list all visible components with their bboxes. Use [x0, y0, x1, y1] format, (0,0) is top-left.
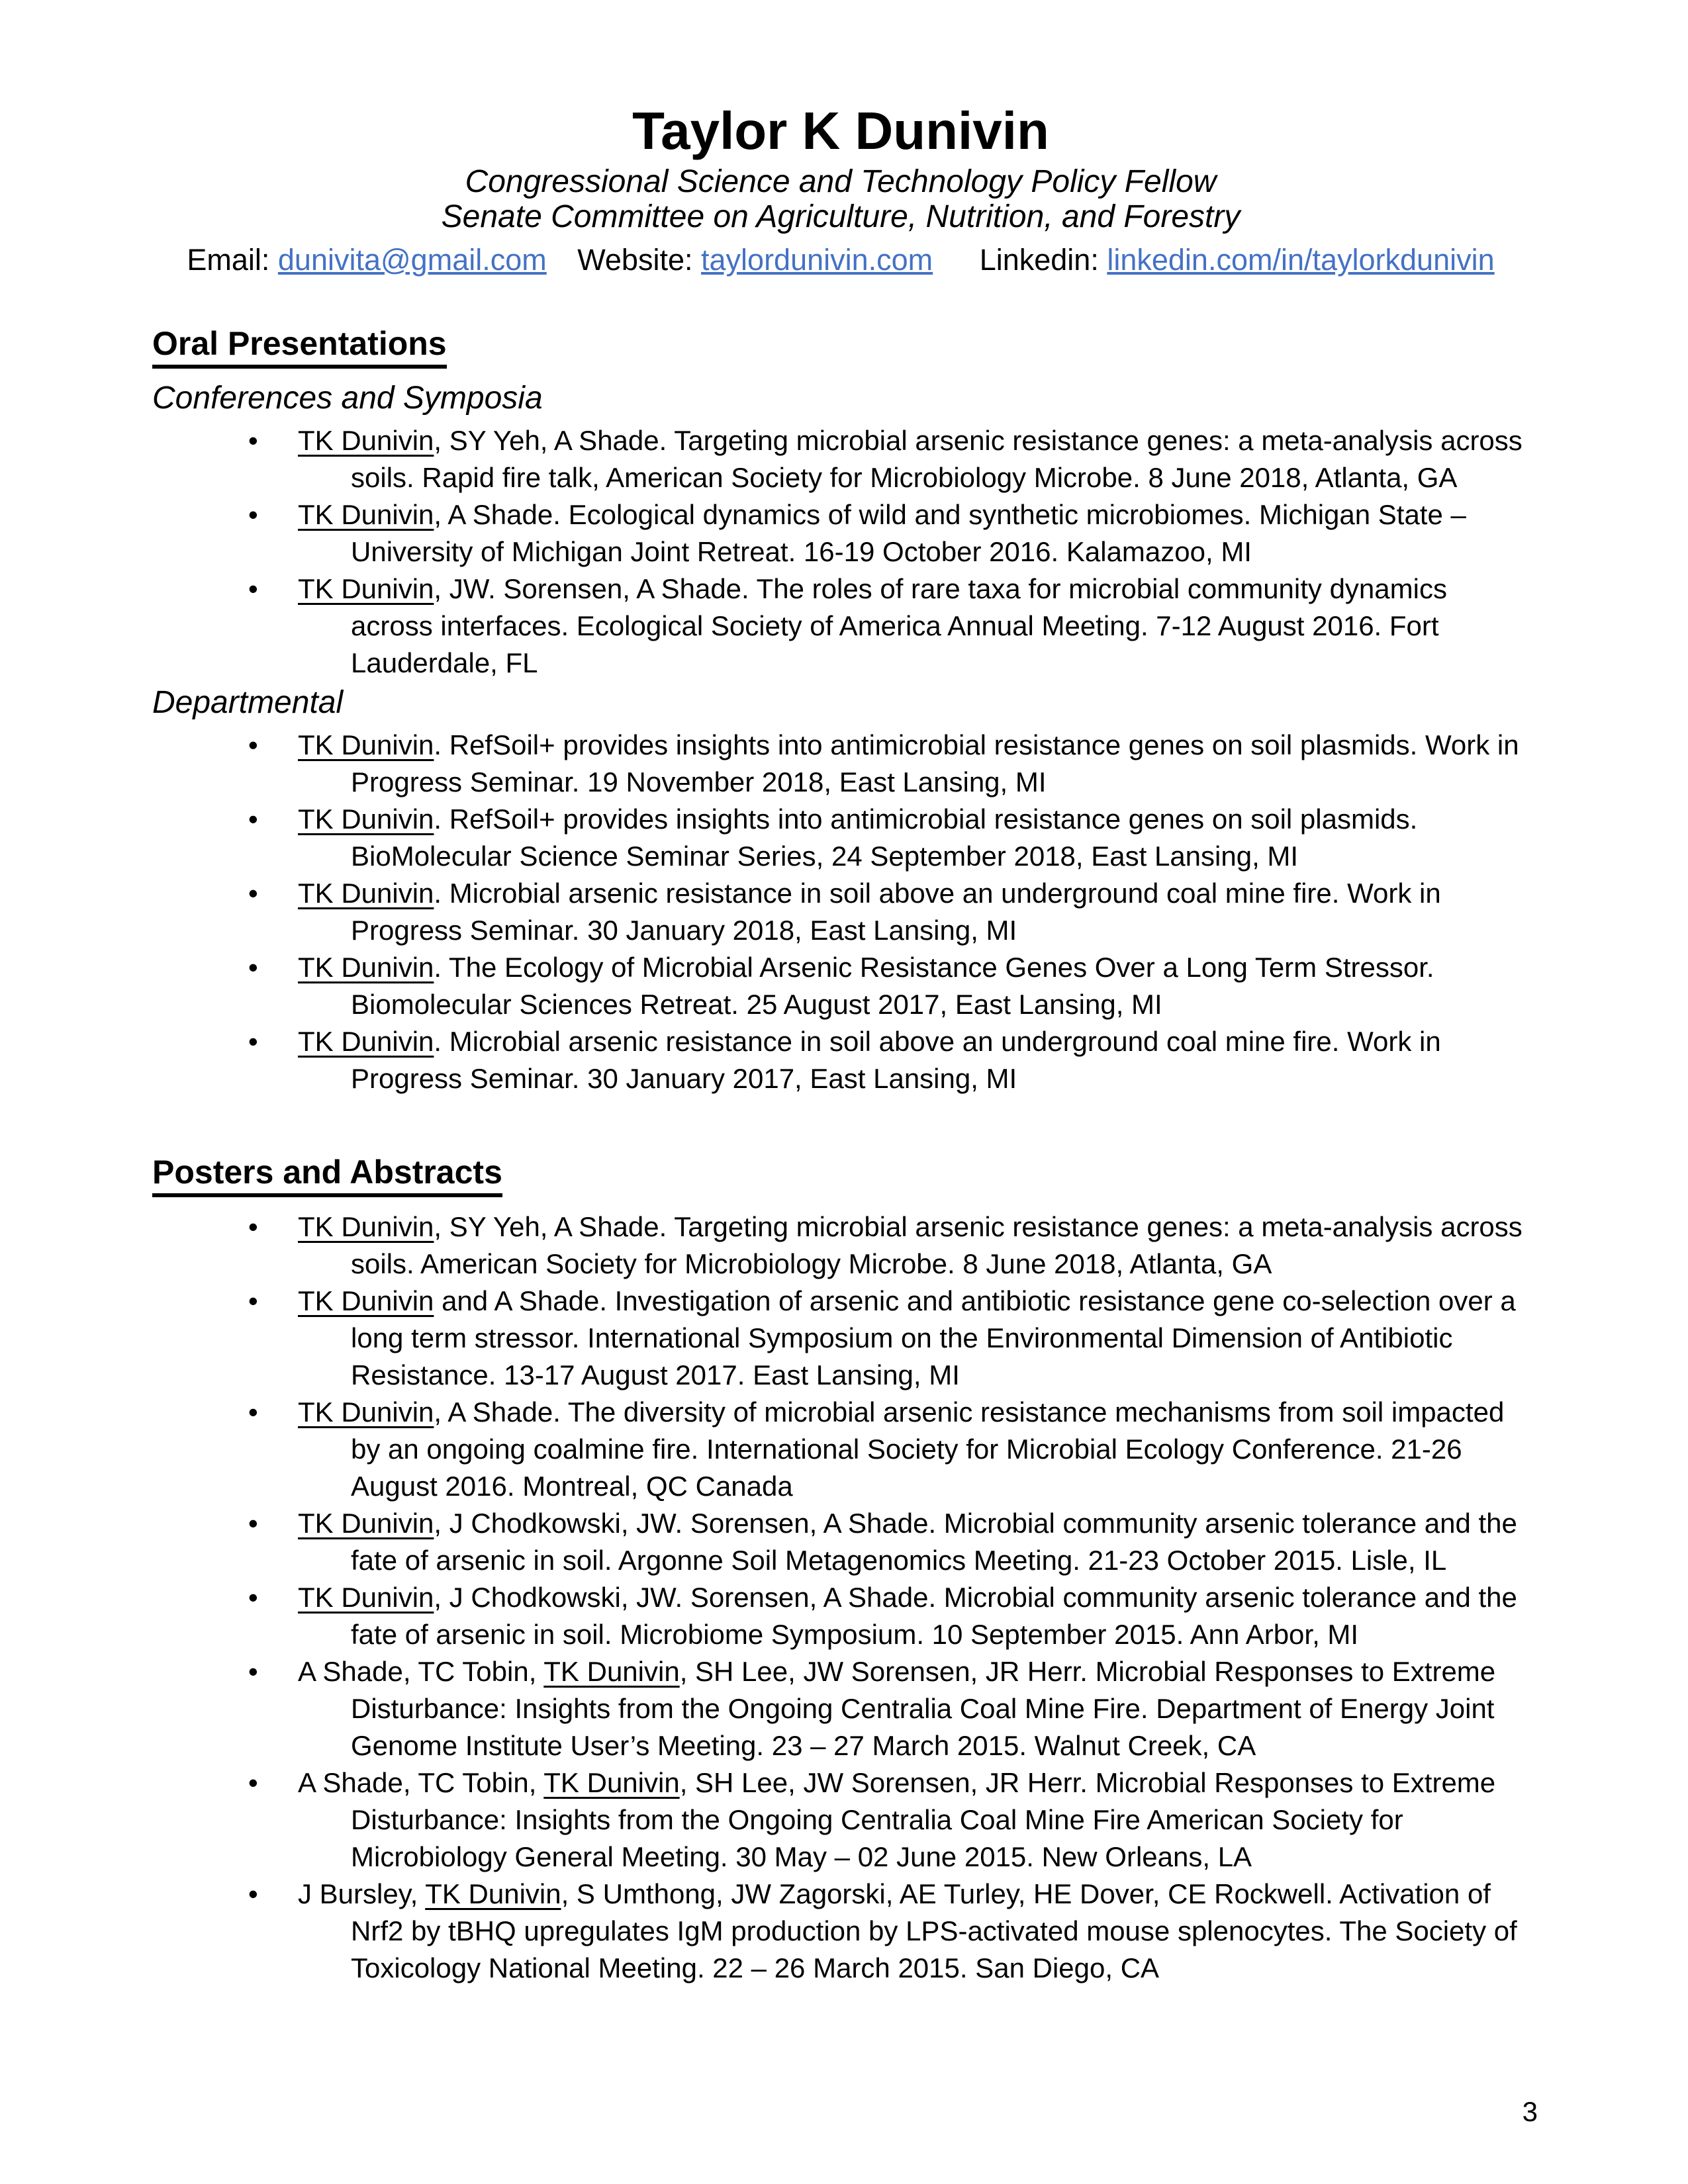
email-label: Email: — [187, 243, 270, 277]
citation-text: , S Umthong, JW Zagorski, AE Turley, HE Dover, CE Rockwell. Activation of Nrf2 by tBHQ upregulates IgM production by LPS-activated mouse splenocytes. The Society of Toxicology National Meeting. 22 – 26 March 2015. San Diego, CA — [351, 1878, 1517, 1983]
list-item — [152, 949, 1529, 1023]
subsection-heading: Departmental — [152, 685, 344, 720]
citation-text: . RefSoil+ provides insights into antimicrobial resistance genes on soil plasmids. BioMolecular Science Seminar Series, 24 September 2018, East Lansing, MI — [351, 803, 1418, 872]
section-group — [152, 381, 1529, 682]
bullet-icon: • — [248, 1285, 258, 1316]
linkedin-link[interactable]: linkedin.com/in/taylorkdunivin — [1107, 243, 1495, 277]
author-name-underlined: TK Dunivin — [298, 803, 434, 835]
section-group — [152, 1208, 1529, 1987]
bullet-icon: • — [248, 1656, 258, 1687]
citation-text: J Bursley, — [298, 1878, 426, 1909]
section-heading-text: Oral Presentations — [152, 325, 447, 369]
citation-text: , J Chodkowski, JW. Sorensen, A Shade. Microbial community arsenic tolerance and the fate of arsenic in soil. Microbiome Symposium. 10 September 2015. Ann Arbor, MI — [351, 1582, 1517, 1650]
section-group — [152, 686, 1529, 1097]
list-item — [152, 422, 1529, 496]
list-item — [152, 1505, 1529, 1579]
bullet-icon: • — [248, 1878, 258, 1909]
list-item — [152, 727, 1529, 801]
citation-text: , SY Yeh, A Shade. Targeting microbial arsenic resistance genes: a meta-analysis across soils. American Society for Microbiology Microbe. 8 June 2018, Atlanta, GA — [351, 1211, 1523, 1279]
author-name-underlined: TK Dunivin — [298, 425, 434, 456]
bullet-list — [152, 1208, 1529, 1987]
bullet-icon: • — [248, 1508, 258, 1539]
section-oral-presentations — [152, 324, 1529, 1097]
author-name-underlined: TK Dunivin — [298, 499, 434, 530]
section-posters-and-abstracts — [152, 1153, 1529, 1987]
bullet-icon: • — [248, 952, 258, 983]
author-name-underlined: TK Dunivin — [298, 952, 434, 983]
contact-line — [152, 244, 1529, 277]
list-item — [152, 875, 1529, 949]
bullet-icon: • — [248, 1396, 258, 1428]
author-name-underlined: TK Dunivin — [298, 878, 434, 909]
bullet-icon: • — [248, 1211, 258, 1242]
author-name-underlined: TK Dunivin — [298, 1211, 434, 1242]
bullet-icon: • — [248, 803, 258, 835]
citation-text: . The Ecology of Microbial Arsenic Resistance Genes Over a Long Term Stressor. Biomolecular Sciences Retreat. 25 August 2017, East Lansing, MI — [351, 952, 1434, 1020]
citation-text: . Microbial arsenic resistance in soil above an underground coal mine fire. Work in Progress Seminar. 30 January 2018, East Lansing, MI — [351, 878, 1441, 946]
section-heading — [152, 324, 1529, 363]
section-heading — [152, 1153, 1529, 1191]
author-name-underlined: TK Dunivin — [298, 1396, 434, 1428]
author-name-underlined: TK Dunivin — [543, 1656, 680, 1687]
list-item — [152, 496, 1529, 570]
citation-text: . Microbial arsenic resistance in soil above an underground coal mine fire. Work in Progress Seminar. 30 January 2017, East Lansing, MI — [351, 1026, 1441, 1094]
citation-text: and A Shade. Investigation of arsenic and antibiotic resistance gene co-selection over a long term stressor. International Symposium on the Environmental Dimension of Antibiotic Resistance. 13-17 August 2017. East Lansing, MI — [351, 1285, 1516, 1390]
bullet-icon: • — [248, 1582, 258, 1613]
subsection-heading: Conferences and Symposia — [152, 381, 543, 416]
sections-container — [152, 324, 1529, 1987]
citation-text: , SY Yeh, A Shade. Targeting microbial arsenic resistance genes: a meta-analysis across soils. Rapid fire talk, American Society for Microbiology Microbe. 8 June 2018, Atlanta, GA — [351, 425, 1523, 493]
page-number: 3 — [1522, 2096, 1538, 2127]
email-link[interactable]: dunivita@gmail.com — [277, 243, 547, 277]
list-item — [152, 570, 1529, 682]
list-item — [152, 1394, 1529, 1505]
author-name-underlined: TK Dunivin — [298, 1285, 434, 1316]
author-name-underlined: TK Dunivin — [298, 729, 434, 760]
list-item — [152, 1764, 1529, 1876]
author-name-underlined: TK Dunivin — [425, 1878, 561, 1909]
linkedin-label: Linkedin: — [979, 243, 1099, 277]
bullet-icon: • — [248, 425, 258, 456]
list-item — [152, 1579, 1529, 1653]
bullet-icon: • — [248, 878, 258, 909]
list-item — [152, 1208, 1529, 1283]
list-item — [152, 1023, 1529, 1097]
bullet-icon: • — [248, 1767, 258, 1798]
citation-text: , SH Lee, JW Sorensen, JR Herr. Microbial Responses to Extreme Disturbance: Insights from the Ongoing Centralia Coal Mine Fire American Society for Microbiology General Meeting. 30 May – 02 June 2015. New Orleans, LA — [351, 1767, 1496, 1872]
website-label: Website: — [577, 243, 693, 277]
header — [152, 101, 1529, 277]
list-item — [152, 1653, 1529, 1764]
bullet-list — [152, 727, 1529, 1097]
list-item — [152, 1876, 1529, 1987]
citation-text: , J Chodkowski, JW. Sorensen, A Shade. Microbial community arsenic tolerance and the fate of arsenic in soil. Argonne Soil Metagenomics Meeting. 21-23 October 2015. Lisle, IL — [351, 1508, 1517, 1576]
citation-text: , A Shade. Ecological dynamics of wild and synthetic microbiomes. Michigan State – University of Michigan Joint Retreat. 16-19 October 2016. Kalamazoo, MI — [351, 499, 1466, 567]
author-name-underlined: TK Dunivin — [543, 1767, 680, 1798]
bullet-list — [152, 422, 1529, 682]
citation-text: A Shade, TC Tobin, — [298, 1767, 544, 1798]
citation-text: A Shade, TC Tobin, — [298, 1656, 544, 1687]
bullet-icon: • — [248, 573, 258, 604]
bullet-icon: • — [248, 729, 258, 760]
citation-text: , A Shade. The diversity of microbial arsenic resistance mechanisms from soil impacted by an ongoing coalmine fire. International Society for Microbial Ecology Conference. 21-26 August 2016. Montreal, QC Canada — [351, 1396, 1505, 1502]
bullet-icon: • — [248, 1026, 258, 1057]
citation-text: , SH Lee, JW Sorensen, JR Herr. Microbial Responses to Extreme Disturbance: Insights from the Ongoing Centralia Coal Mine Fire. Department of Energy Joint Genome Institute User’s Meeting. 23 – 27 March 2015. Walnut Creek, CA — [351, 1656, 1496, 1761]
list-item — [152, 801, 1529, 875]
list-item — [152, 1283, 1529, 1394]
page-title: Taylor K Dunivin — [632, 101, 1049, 160]
subtitle-organization: Senate Committee on Agriculture, Nutrition, and Forestry — [441, 199, 1241, 234]
author-name-underlined: TK Dunivin — [298, 1508, 434, 1539]
author-name-underlined: TK Dunivin — [298, 573, 434, 604]
author-name-underlined: TK Dunivin — [298, 1582, 434, 1613]
subtitle-role: Congressional Science and Technology Policy Fellow — [465, 164, 1217, 199]
section-heading-text: Posters and Abstracts — [152, 1154, 502, 1197]
bullet-icon: • — [248, 499, 258, 530]
author-name-underlined: TK Dunivin — [298, 1026, 434, 1057]
website-link[interactable]: taylordunivin.com — [701, 243, 933, 277]
citation-text: , JW. Sorensen, A Shade. The roles of rare taxa for microbial community dynamics across interfaces. Ecological Society of America Annual Meeting. 7-12 August 2016. Fort Lauderdale, FL — [351, 573, 1447, 678]
citation-text: . RefSoil+ provides insights into antimicrobial resistance genes on soil plasmids. Work in Progress Seminar. 19 November 2018, East Lansing, MI — [351, 729, 1519, 797]
